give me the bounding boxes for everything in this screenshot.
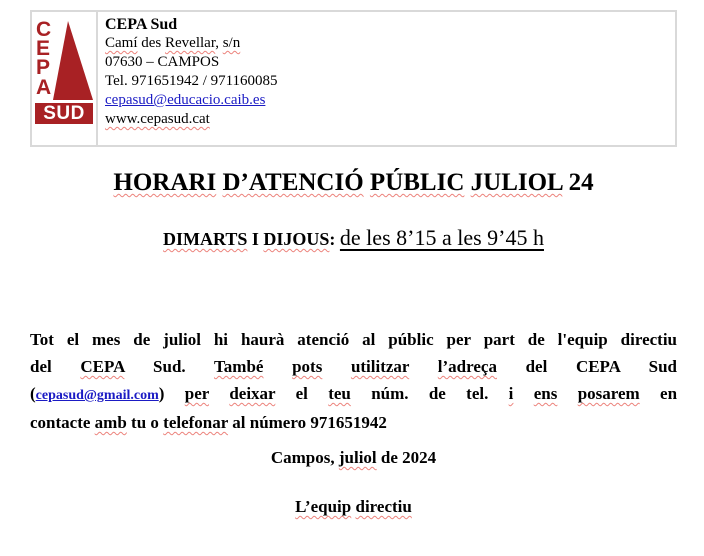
text-segment — [557, 384, 577, 403]
text-segment: 24 — [562, 169, 594, 196]
signature-line — [30, 497, 677, 517]
logo-letter-p: P — [36, 56, 51, 80]
address-line — [105, 34, 278, 53]
text-segment: el — [275, 384, 329, 403]
logo-letter-e: E — [36, 37, 51, 61]
text-segment: I — [247, 229, 264, 249]
text-segment: telefonar — [163, 413, 229, 432]
text-segment: juliol — [338, 448, 377, 467]
text-segment: per — [184, 384, 209, 403]
text-segment: posarem — [577, 384, 640, 403]
text-segment: DIMARTS — [163, 229, 248, 249]
text-segment: amb — [94, 413, 127, 432]
phone-line: Tel. 971651942 / 971160085 — [105, 73, 278, 89]
gmail-email-link[interactable]: cepasud@gmail.com — [35, 388, 159, 403]
text-segment: Sud. — [124, 357, 214, 376]
text-segment: s/n — [222, 35, 241, 51]
text-segment: deixar — [229, 384, 276, 403]
text-segment: D’ATENCIÓ — [222, 169, 364, 196]
contact-info-cell — [98, 12, 278, 145]
body-line-1 — [30, 326, 677, 353]
text-segment: núm. de tel. — [350, 384, 509, 403]
text-segment: tu o — [126, 413, 164, 432]
place-date-line — [30, 448, 677, 468]
schedule-line — [30, 223, 677, 256]
text-segment: PÚBLIC — [369, 169, 465, 196]
text-segment: l’adreça — [437, 357, 497, 376]
text-segment: de 2024 — [376, 448, 437, 467]
text-segment: : — [329, 229, 340, 249]
logo-letter-a: A — [36, 75, 52, 99]
website-line — [105, 110, 278, 129]
text-segment: També — [214, 357, 264, 376]
text-segment: ) — [158, 384, 185, 403]
text-segment: HORARI — [113, 169, 217, 196]
cepa-sud-logo — [35, 20, 93, 124]
text-segment: Revellar — [165, 35, 216, 51]
page-title — [30, 170, 677, 196]
org-name: CEPA Sud — [105, 16, 178, 33]
text-segment: directiu — [355, 497, 412, 516]
text-segment: JULIOL — [470, 169, 563, 196]
hours-text: de les 8’15 a les 9’45 h — [339, 225, 544, 250]
body-line-3 — [30, 380, 677, 409]
logo-sud-label: SUD — [35, 103, 93, 124]
text-segment: al número 971651942 — [228, 413, 387, 432]
text-segment: des — [137, 35, 165, 51]
text-segment — [513, 384, 533, 403]
city-line: 07630 – CAMPOS — [105, 54, 220, 70]
logo-letter-c: C — [36, 18, 52, 41]
website-text: www.cepasud.cat — [105, 111, 210, 127]
text-segment: L’equip — [295, 497, 352, 516]
text-segment: del — [30, 357, 81, 376]
email-line — [105, 91, 278, 110]
body-paragraph — [30, 326, 677, 436]
days-label — [163, 229, 340, 249]
text-segment: teu — [328, 384, 351, 403]
text-segment: ( — [30, 384, 36, 403]
text-segment: ens — [533, 384, 558, 403]
text-segment: Campos, — [270, 448, 339, 467]
text-segment: pots — [292, 357, 323, 376]
text-segment: en — [639, 384, 678, 403]
text-segment: Camí — [105, 35, 138, 51]
text-segment: utilitzar — [350, 357, 410, 376]
sail-triangle-icon — [53, 21, 93, 100]
text-segment: contacte — [30, 413, 95, 432]
text-segment: DIJOUS — [263, 229, 330, 249]
header-email-link[interactable]: cepasud@educacio.caib.es — [105, 92, 266, 108]
text-segment: i — [508, 384, 514, 403]
text-segment — [409, 357, 438, 376]
body-line-4 — [30, 409, 677, 436]
text-segment: CEPA — [80, 357, 125, 376]
school-header-box — [30, 10, 677, 147]
text-segment: Tot el mes de juliol hi haurà atenció al públic per part de l'equip directiu — [30, 330, 677, 349]
logo-cell — [32, 12, 98, 145]
logo-letters — [36, 20, 51, 97]
text-segment — [322, 357, 351, 376]
text-segment: , — [215, 35, 223, 51]
text-segment: del CEPA Sud — [496, 357, 678, 376]
body-line-2 — [30, 353, 677, 380]
text-segment — [209, 384, 229, 403]
text-segment — [263, 357, 292, 376]
